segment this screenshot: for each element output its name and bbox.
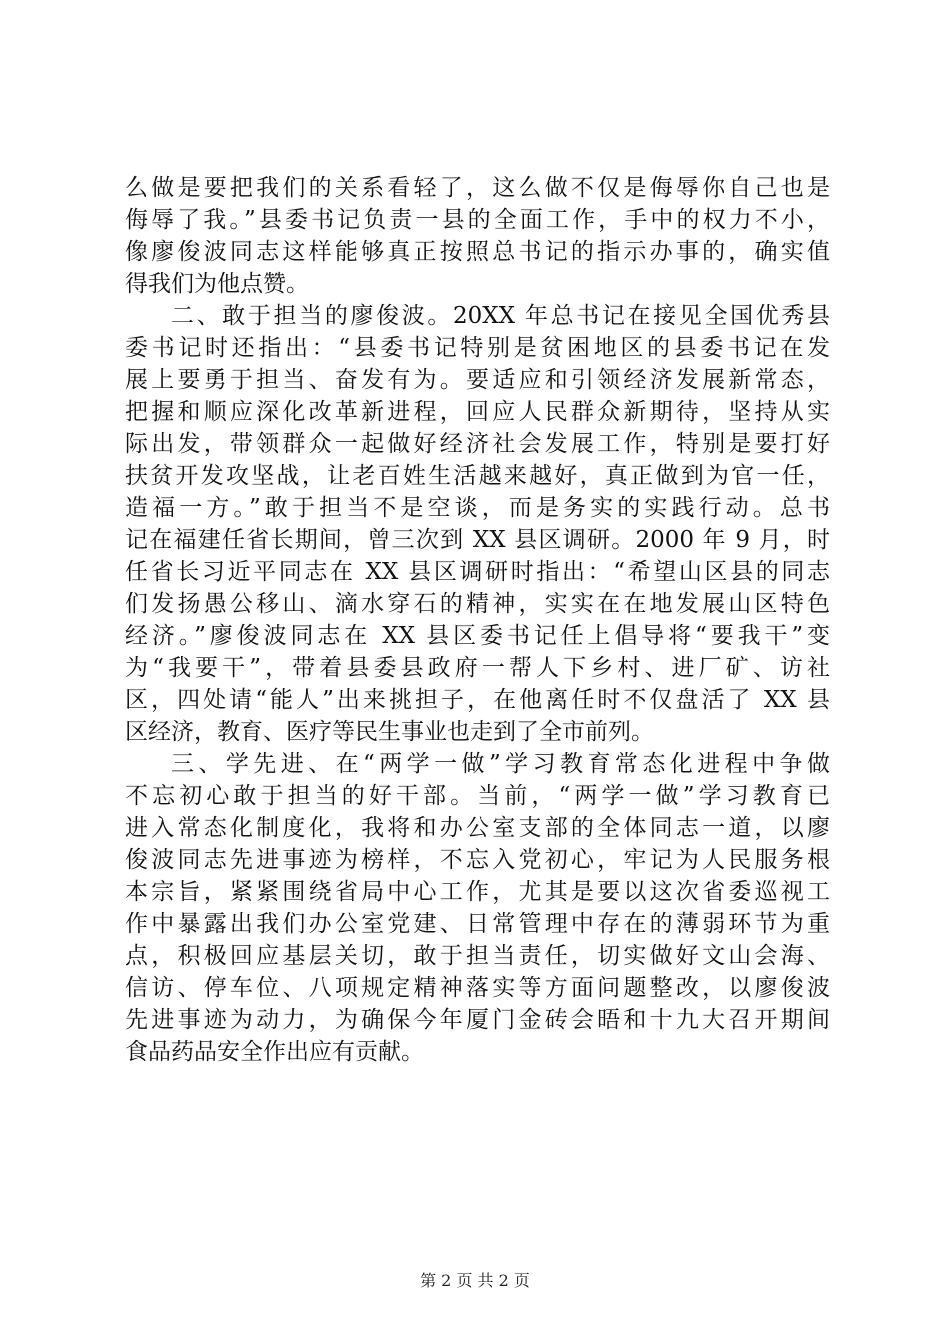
text-line: 把握和顺应深化改革新进程，回应人民群众新期待，坚持从实 [125,399,830,425]
text-line: 三、学先进、在“两学一做”学习教育常态化进程中争做 [171,751,830,777]
paragraph-3 [125,748,830,1068]
paragraph-1 [125,172,830,300]
text-line: 信访、停车位、八项规定精神落实等方面问题整改，以廖俊波 [125,975,830,1001]
text-line: 区经济，教育、医疗等民生事业也走到了全市前列。 [125,719,654,745]
text-line: 区，四处请“能人”出来挑担子，在他离任时不仅盘活了 XX 县 [125,687,830,713]
text-line: 们发扬愚公移山、滴水穿石的精神，实实在在地发展山区特色 [125,591,830,617]
text-line: 委书记时还指出：“县委书记特别是贫困地区的县委书记在发 [125,335,830,361]
paragraph-2 [125,300,830,748]
text-line: 么做是要把我们的关系看轻了，这么做不仅是侮辱你自己也是 [125,175,830,201]
text-line: 不忘初心敢于担当的好干部。当前，“两学一做”学习教育已 [125,783,830,809]
page-number-footer: 第 2 页 共 2 页 [420,1271,530,1290]
text-line: 记在福建任省长期间，曾三次到 XX 县区调研。2000 年 9 月，时 [125,527,830,553]
text-line: 为“我要干”，带着县委县政府一帮人下乡村、进厂矿、访社 [125,655,830,681]
text-line: 际出发，带领群众一起做好经济社会发展工作，特别是要打好 [125,431,830,457]
text-line: 二、敢于担当的廖俊波。20XX 年总书记在接见全国优秀县 [171,303,830,329]
text-line: 先进事迹为动力，为确保今年厦门金砖会晤和十九大召开期间 [125,1007,830,1033]
text-line: 点，积极回应基层关切，敢于担当责任，切实做好文山会海、 [125,943,830,969]
text-line: 经济。”廖俊波同志在 XX 县区委书记任上倡导将“要我干”变 [125,623,830,649]
text-line: 进入常态化制度化，我将和办公室支部的全体同志一道，以廖 [125,815,830,841]
document-body [125,172,830,1068]
text-line: 扶贫开发攻坚战，让老百姓生活越来越好，真正做到为官一任， [125,463,830,489]
text-line: 得我们为他点赞。 [125,271,309,297]
text-line: 俊波同志先进事迹为榜样，不忘入党初心，牢记为人民服务根 [125,847,830,873]
text-line: 作中暴露出我们办公室党建、日常管理中存在的薄弱环节为重 [125,911,830,937]
text-line: 展上要勇于担当、奋发有为。要适应和引领经济发展新常态， [125,367,830,393]
text-line: 像廖俊波同志这样能够真正按照总书记的指示办事的，确实值 [125,239,830,265]
text-line: 造福一方。”敢于担当不是空谈，而是务实的实践行动。总书 [125,495,830,521]
text-line: 本宗旨，紧紧围绕省局中心工作，尤其是要以这次省委巡视工 [125,879,830,905]
text-line: 任省长习近平同志在 XX 县区调研时指出：“希望山区县的同志 [125,559,830,585]
text-line: 食品药品安全作出应有贡献。 [125,1039,424,1065]
text-line: 侮辱了我。”县委书记负责一县的全面工作，手中的权力不小， [125,207,830,233]
